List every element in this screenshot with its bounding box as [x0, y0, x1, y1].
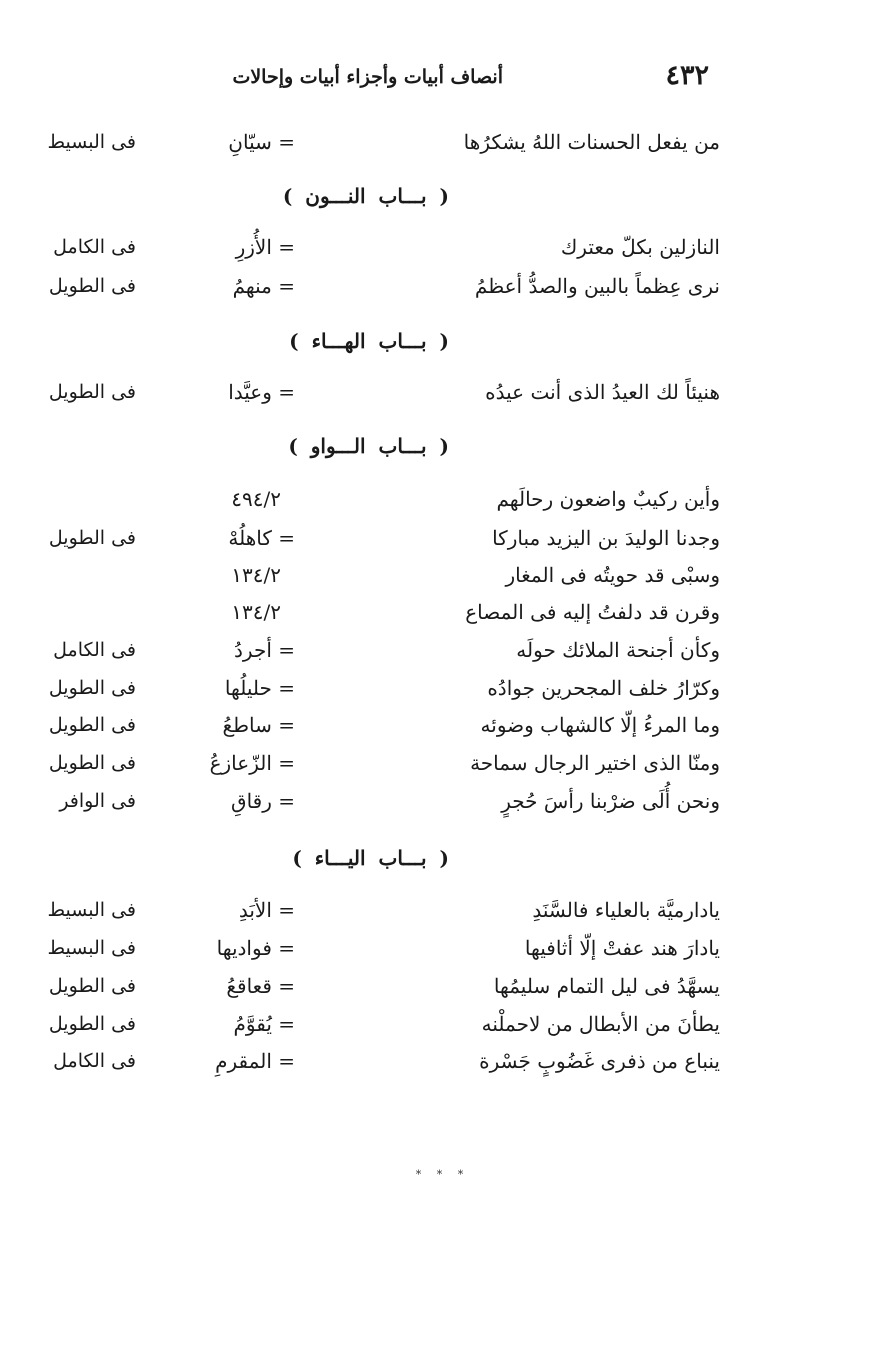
verse-entry: [0, 1043, 885, 1079]
verse-meter: فى الطويل: [48, 275, 136, 297]
verse-entry: [0, 745, 885, 781]
verse-reference: ٤٩٤/٢: [231, 487, 281, 511]
verse-entry: [0, 481, 885, 517]
verse-meter: فى الطويل: [48, 975, 136, 997]
verse-text: وكأن أجنحة الملائك حولَه: [516, 638, 720, 662]
verse-text: وجدنا الوليدَ بن اليزيد مباركا: [492, 526, 720, 550]
section-heading-text: ( بـــاب النـــون ): [282, 184, 449, 208]
verse-text: من يفعل الحسنات اللهُ يشكرُها: [463, 130, 720, 154]
verse-meter: فى الطويل: [48, 752, 136, 774]
verse-entry: [0, 892, 885, 928]
verse-text: وكرّارُ خلف المجحرين جوادُه: [487, 676, 720, 700]
verse-entry: [0, 229, 885, 265]
verse-entry: [0, 374, 885, 410]
verse-text: وقرن قد دلفتُ إليه فى المصاع: [465, 600, 720, 624]
verse-reference: = رقاقِ: [231, 789, 295, 813]
verse-meter: فى البسيط: [47, 131, 136, 153]
verse-text: وما المرءُ إلّا كالشهاب وضوئه: [480, 713, 720, 737]
verse-entry: [0, 632, 885, 668]
verse-reference: ١٣٤/٢: [231, 600, 281, 624]
section-heading-text: ( بـــاب اليـــاء ): [292, 846, 449, 870]
verse-text: ونحن أُلَى ضرْبنا رأسَ حُجرٍ: [501, 789, 720, 813]
section-heading: [0, 178, 885, 214]
verse-text: وأين ركيبٌ واضعون رحالَهم: [496, 487, 720, 511]
verse-meter: فى الطويل: [48, 677, 136, 699]
verse-text: نرى عِظماً بالبين والصدُّ أعظمُ: [474, 274, 720, 298]
verse-reference: ١٣٤/٢: [231, 563, 281, 587]
running-header: [0, 60, 885, 96]
verse-meter: فى الطويل: [48, 527, 136, 549]
verse-reference: = أجردُ: [234, 638, 295, 662]
verse-entry: [0, 124, 885, 160]
verse-text: يادارَ هند عفتْ إلّا أثافيها: [524, 936, 720, 960]
page-number: ٤٣٢: [665, 60, 709, 91]
verse-reference: = منهمُ: [232, 274, 295, 298]
verse-entry: [0, 594, 885, 630]
verse-text: هنيئاً لك العيدُ الذى أنت عيدُه: [485, 380, 720, 404]
section-heading-text: ( بـــاب الـــواو ): [288, 434, 449, 458]
verse-reference: = كاهلُهْ: [228, 526, 295, 550]
verse-text: وسبْى قد حويتُه فى المغار: [505, 563, 720, 587]
verse-entry: [0, 520, 885, 556]
verse-entry: [0, 783, 885, 819]
verse-reference: = الأُزرِ: [235, 235, 295, 259]
verse-meter: فى البسيط: [47, 937, 136, 959]
verse-reference: = يُقوَّمُ: [233, 1012, 295, 1036]
verse-entry: [0, 707, 885, 743]
verse-reference: = قعاقعُ: [226, 974, 295, 998]
verse-entry: [0, 670, 885, 706]
section-heading: [0, 428, 885, 464]
section-heading: [0, 840, 885, 876]
verse-meter: فى الطويل: [48, 714, 136, 736]
verse-text: يسهَّدُ فى ليل التمام سليمُها: [493, 974, 720, 998]
verse-reference: = الزّعازعُ: [209, 751, 295, 775]
verse-reference: = الأبَدِ: [238, 898, 295, 922]
verse-reference: = فواديها: [216, 936, 295, 960]
verse-meter: فى الكامل: [53, 639, 136, 661]
verse-entry: [0, 557, 885, 593]
verse-entry: [0, 268, 885, 304]
verse-entry: [0, 930, 885, 966]
verse-entry: [0, 1006, 885, 1042]
verse-text: يادارميَّة بالعلياء فالسَّنَدِ: [532, 898, 720, 922]
verse-text: النازلين بكلّ معترك: [560, 235, 720, 259]
section-heading: [0, 323, 885, 359]
verse-meter: فى الوافر: [59, 790, 136, 812]
verse-meter: فى البسيط: [47, 899, 136, 921]
section-heading-text: ( بـــاب الهـــاء ): [289, 329, 449, 353]
verse-meter: فى الكامل: [53, 1050, 136, 1072]
verse-entry: [0, 968, 885, 1004]
running-title: أنصاف أبيات وأجزاء أبيات وإحالات: [232, 66, 503, 88]
verse-reference: = المقرمِ: [215, 1049, 295, 1073]
verse-text: ومنّا الذى اختير الرجال سماحة: [470, 751, 720, 775]
verse-reference: = ساطعُ: [222, 713, 295, 737]
end-ornament: * * *: [415, 1168, 470, 1181]
verse-meter: فى الطويل: [48, 1013, 136, 1035]
verse-reference: = وعيَّدا: [228, 380, 295, 404]
verse-reference: = حليلُها: [224, 676, 295, 700]
verse-reference: = سيّانِ: [228, 130, 295, 154]
verse-text: يطأنَ من الأبطال من لاحملْنه: [481, 1012, 720, 1036]
verse-meter: فى الطويل: [48, 381, 136, 403]
verse-text: ينباع من ذفرى غَضُوبٍ جَسْرة: [479, 1049, 720, 1073]
verse-meter: فى الكامل: [53, 236, 136, 258]
